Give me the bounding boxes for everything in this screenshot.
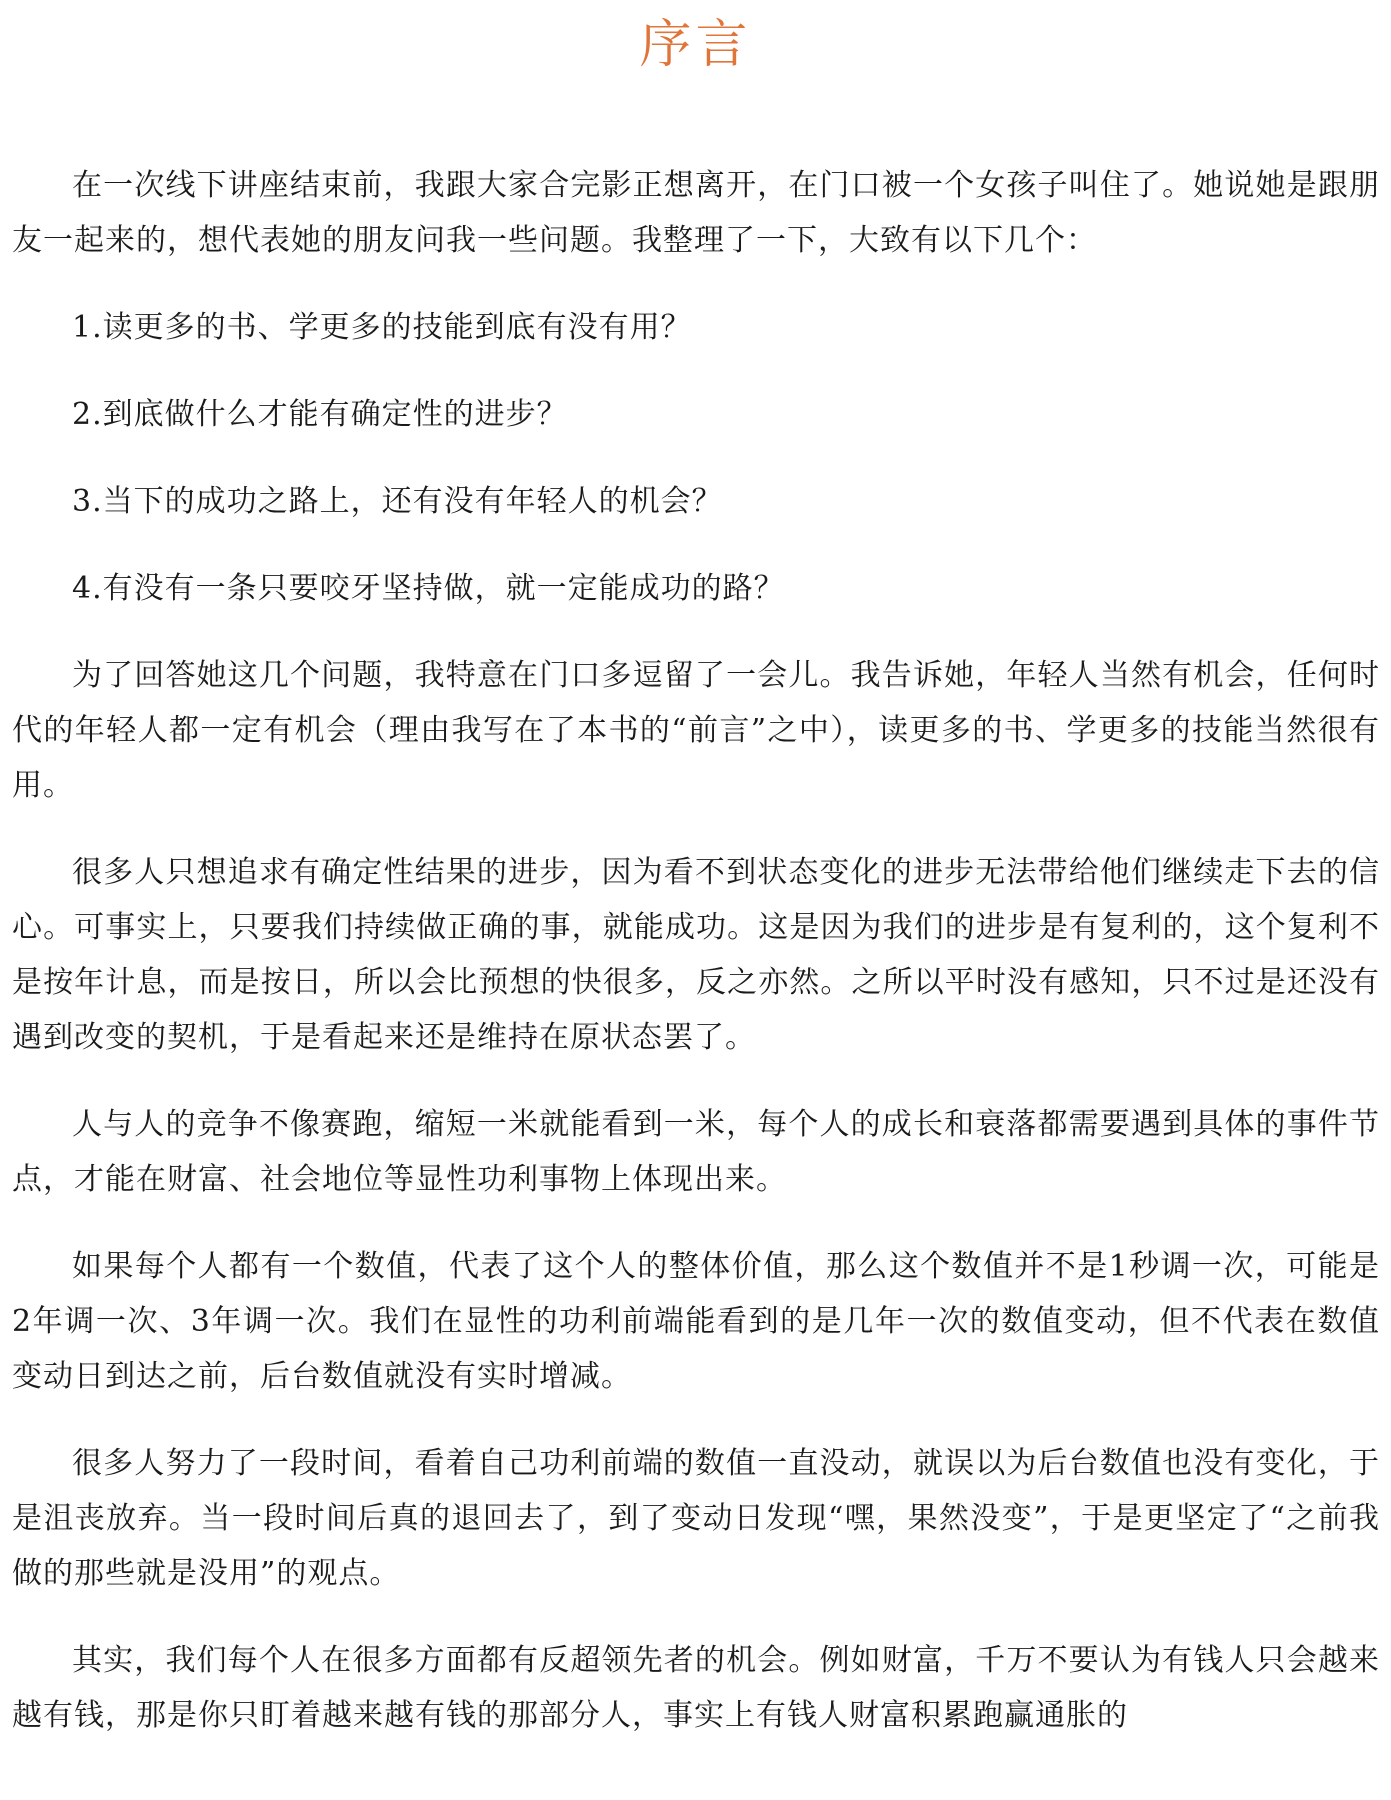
list-item-question-4: 4.有没有一条只要咬牙坚持做，就一定能成功的路？ bbox=[72, 571, 785, 606]
paragraph-value-number: 如果每个人都有一个数值，代表了这个人的整体价值，那么这个数值并不是1秒调一次，可能是2年调一次、3年调一次。我们在显性的功利前端能看到的是几年一次的数值变动，但不代表在数值变动日到达之前，后台数值就没有实时增减。 bbox=[12, 1249, 1380, 1394]
paragraph-overtaking: 其实，我们每个人在很多方面都有反超领先者的机会。例如财富，千万不要认为有钱人只会越来越有钱，那是你只盯着越来越有钱的那部分人，事实上有钱人财富积累跑赢通胀的 bbox=[12, 1643, 1380, 1733]
paragraph-intro: 在一次线下讲座结束前，我跟大家合完影正想离开，在门口被一个女孩子叫住了。她说她是跟朋友一起来的，想代表她的朋友问我一些问题。我整理了一下，大致有以下几个： bbox=[12, 168, 1380, 258]
paragraph-competition: 人与人的竞争不像赛跑，缩短一米就能看到一米，每个人的成长和衰落都需要遇到具体的事件节点，才能在财富、社会地位等显性功利事物上体现出来。 bbox=[12, 1107, 1380, 1197]
paragraph-answer: 为了回答她这几个问题，我特意在门口多逗留了一会儿。我告诉她，年轻人当然有机会，任何时代的年轻人都一定有机会（理由我写在了本书的“前言”之中），读更多的书、学更多的技能当然很有用。 bbox=[12, 658, 1380, 803]
paragraph-compound-progress: 很多人只想追求有确定性结果的进步，因为看不到状态变化的进步无法带给他们继续走下去的信心。可事实上，只要我们持续做正确的事，就能成功。这是因为我们的进步是有复利的，这个复利不是按年计息，而是按日，所以会比预想的快很多，反之亦然。之所以平时没有感知，只不过是还没有遇到改变的契机，于是看起来还是维持在原状态罢了。 bbox=[12, 855, 1380, 1055]
paragraph-giving-up: 很多人努力了一段时间，看着自己功利前端的数值一直没动，就误以为后台数值也没有变化，于是沮丧放弃。当一段时间后真的退回去了，到了变动日发现“嘿，果然没变”，于是更坚定了“之前我做的那些就是没用”的观点。 bbox=[12, 1446, 1380, 1591]
list-item-question-2: 2.到底做什么才能有确定性的进步？ bbox=[72, 397, 568, 432]
list-item-question-1: 1.读更多的书、学更多的技能到底有没有用？ bbox=[72, 310, 692, 345]
page-title: 序言 bbox=[639, 15, 752, 75]
body-text bbox=[12, 158, 1380, 1775]
list-item-question-3: 3.当下的成功之路上，还有没有年轻人的机会？ bbox=[72, 484, 723, 519]
